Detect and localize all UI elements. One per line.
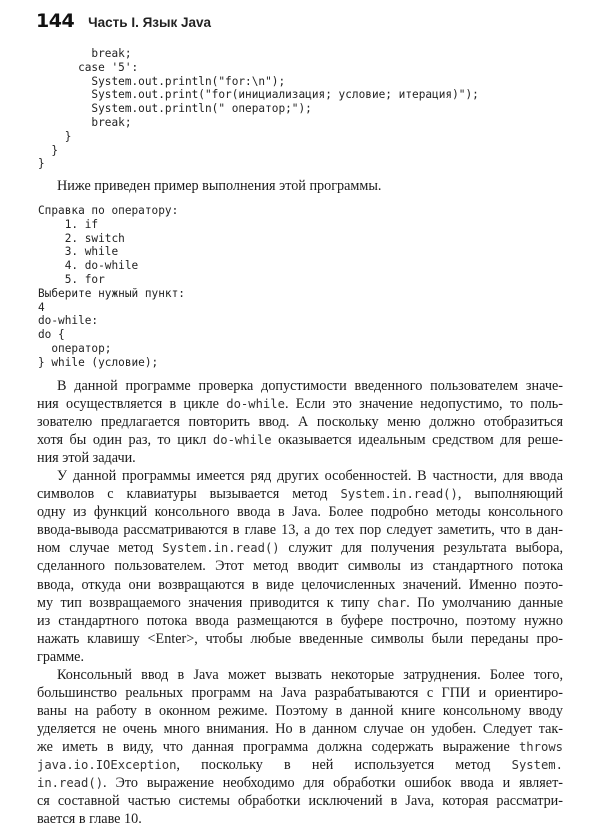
text-run: ном случае метод [37,540,163,557]
inline-code: System.in.read() [162,541,280,556]
code-listing-end: break; case '5': System.out.println("for:\n"); System.out.print("for(инициализация; условие; итерация)"); System.out.println(" оператор;"); break; } } } [38,47,479,171]
text-run: же иметь в виду, что данная программа должна содержать выражение [37,738,519,755]
text-line [37,395,563,413]
text-line [37,485,563,503]
text-run: У данной программы имеется ряд других особенностей. В частности, для ввода [57,468,563,485]
inline-code: do-while [226,397,285,412]
text-line [37,467,563,485]
text-run: . Если это значение недопустимо, то поль- [284,396,563,413]
page-header [36,10,211,36]
text-run: одну из функций консольного ввода в Java. Более подробно методы консольного [37,504,563,521]
text-run: символов с клавиатуры вызывается метод [37,486,341,503]
text-run: уделяется не очень много внимания. Но в данном случае он удобен. Следует так- [37,720,563,737]
body-text [37,377,563,828]
output-intro-sentence: Ниже приведен пример выполнения этой программы. [57,178,382,194]
text-run: из стандартного потока ввода размещаются в буфере построчно, поэтому нужно [37,612,563,629]
text-line [37,431,563,449]
text-run: сделанного пользователем. Этот метод вводит символы из стандартного потока [37,558,563,575]
text-line [37,684,563,702]
text-run: вается в главе 10. [37,811,142,828]
text-line [37,503,563,521]
text-run: большинство реальных программ на Java разрабатываются с ГПИ и ориентиро- [37,684,563,701]
program-output-sample: Справка по оператору: 1. if 2. switch 3. while 4. do-while 5. for Выберите нужный пункт: 4 do-while: do { оператор; } while (условие); [38,204,185,369]
text-line [37,630,563,648]
text-run: ваны на работу в оконном режиме. Поэтому в данной книге консольному вводу [37,702,563,719]
text-line [37,521,563,539]
text-run: оказывается идеальным средством для реше- [271,432,563,449]
text-line [37,756,563,774]
text-line [37,738,563,756]
text-run: ся составной частью системы обработки исключений в Java, которая рассматри- [37,793,563,810]
text-line [37,449,563,467]
inline-code: char [376,595,407,610]
text-line [37,648,563,666]
text-line [37,413,563,431]
inline-code: java.io.IOException [37,757,177,772]
paragraph-1 [37,377,563,467]
inline-code: do-while [212,433,272,448]
text-line [37,720,563,738]
page-number: 144 [36,10,75,32]
text-line [37,774,563,792]
text-run: грамме. [37,648,85,665]
text-line [37,810,563,828]
text-run: ввода, откуда они возвращаются в виде целочисленных значений. Именно поэто- [37,576,563,593]
text-run: , выполняющий [457,486,563,503]
text-run: В данной программе проверка допустимости введенного пользователем значе- [57,378,563,394]
text-run: му тип возвращаемого значения приводится к типу [37,594,377,611]
text-run: ввода-вывода рассматриваются в главе 13, а до тех пор следует заметить, что в дан- [37,522,563,539]
text-line [37,557,563,575]
text-line [37,666,563,684]
text-run: ния осуществляется в цикле [37,396,227,413]
text-run: хотя бы один раз, то цикл [37,432,213,449]
text-line [37,576,563,594]
inline-code: System.in.read() [340,487,458,502]
text-run: служит для получения результата выбора, [279,540,563,557]
text-run: . Это выражение необходимо для обработки ошибок ввода и являет- [103,775,563,792]
text-line [37,612,563,630]
text-run: , поскольку в ней используется метод [176,756,512,773]
inline-code: System. [511,757,563,772]
paragraph-3 [37,666,563,828]
inline-code: throws [518,739,563,754]
text-line [37,539,563,557]
text-run: зователю предлагается повторить ввод. А поскольку меню должно отобразиться [37,414,563,431]
text-run: Консольный ввод в Java может вызвать некоторые затруднения. Более того, [57,666,563,683]
text-run: . По умолчанию данные [406,594,563,611]
text-line [37,702,563,720]
running-title: Часть I. Язык Java [88,15,212,30]
text-line [37,377,563,395]
text-line [37,594,563,612]
paragraph-2 [37,467,563,666]
text-run: ния этой задачи. [37,450,136,467]
inline-code: in.read() [37,776,104,791]
text-line [37,792,563,810]
text-run: нажать клавишу <Enter>, чтобы любые введенные символы были переданы про- [37,630,563,647]
